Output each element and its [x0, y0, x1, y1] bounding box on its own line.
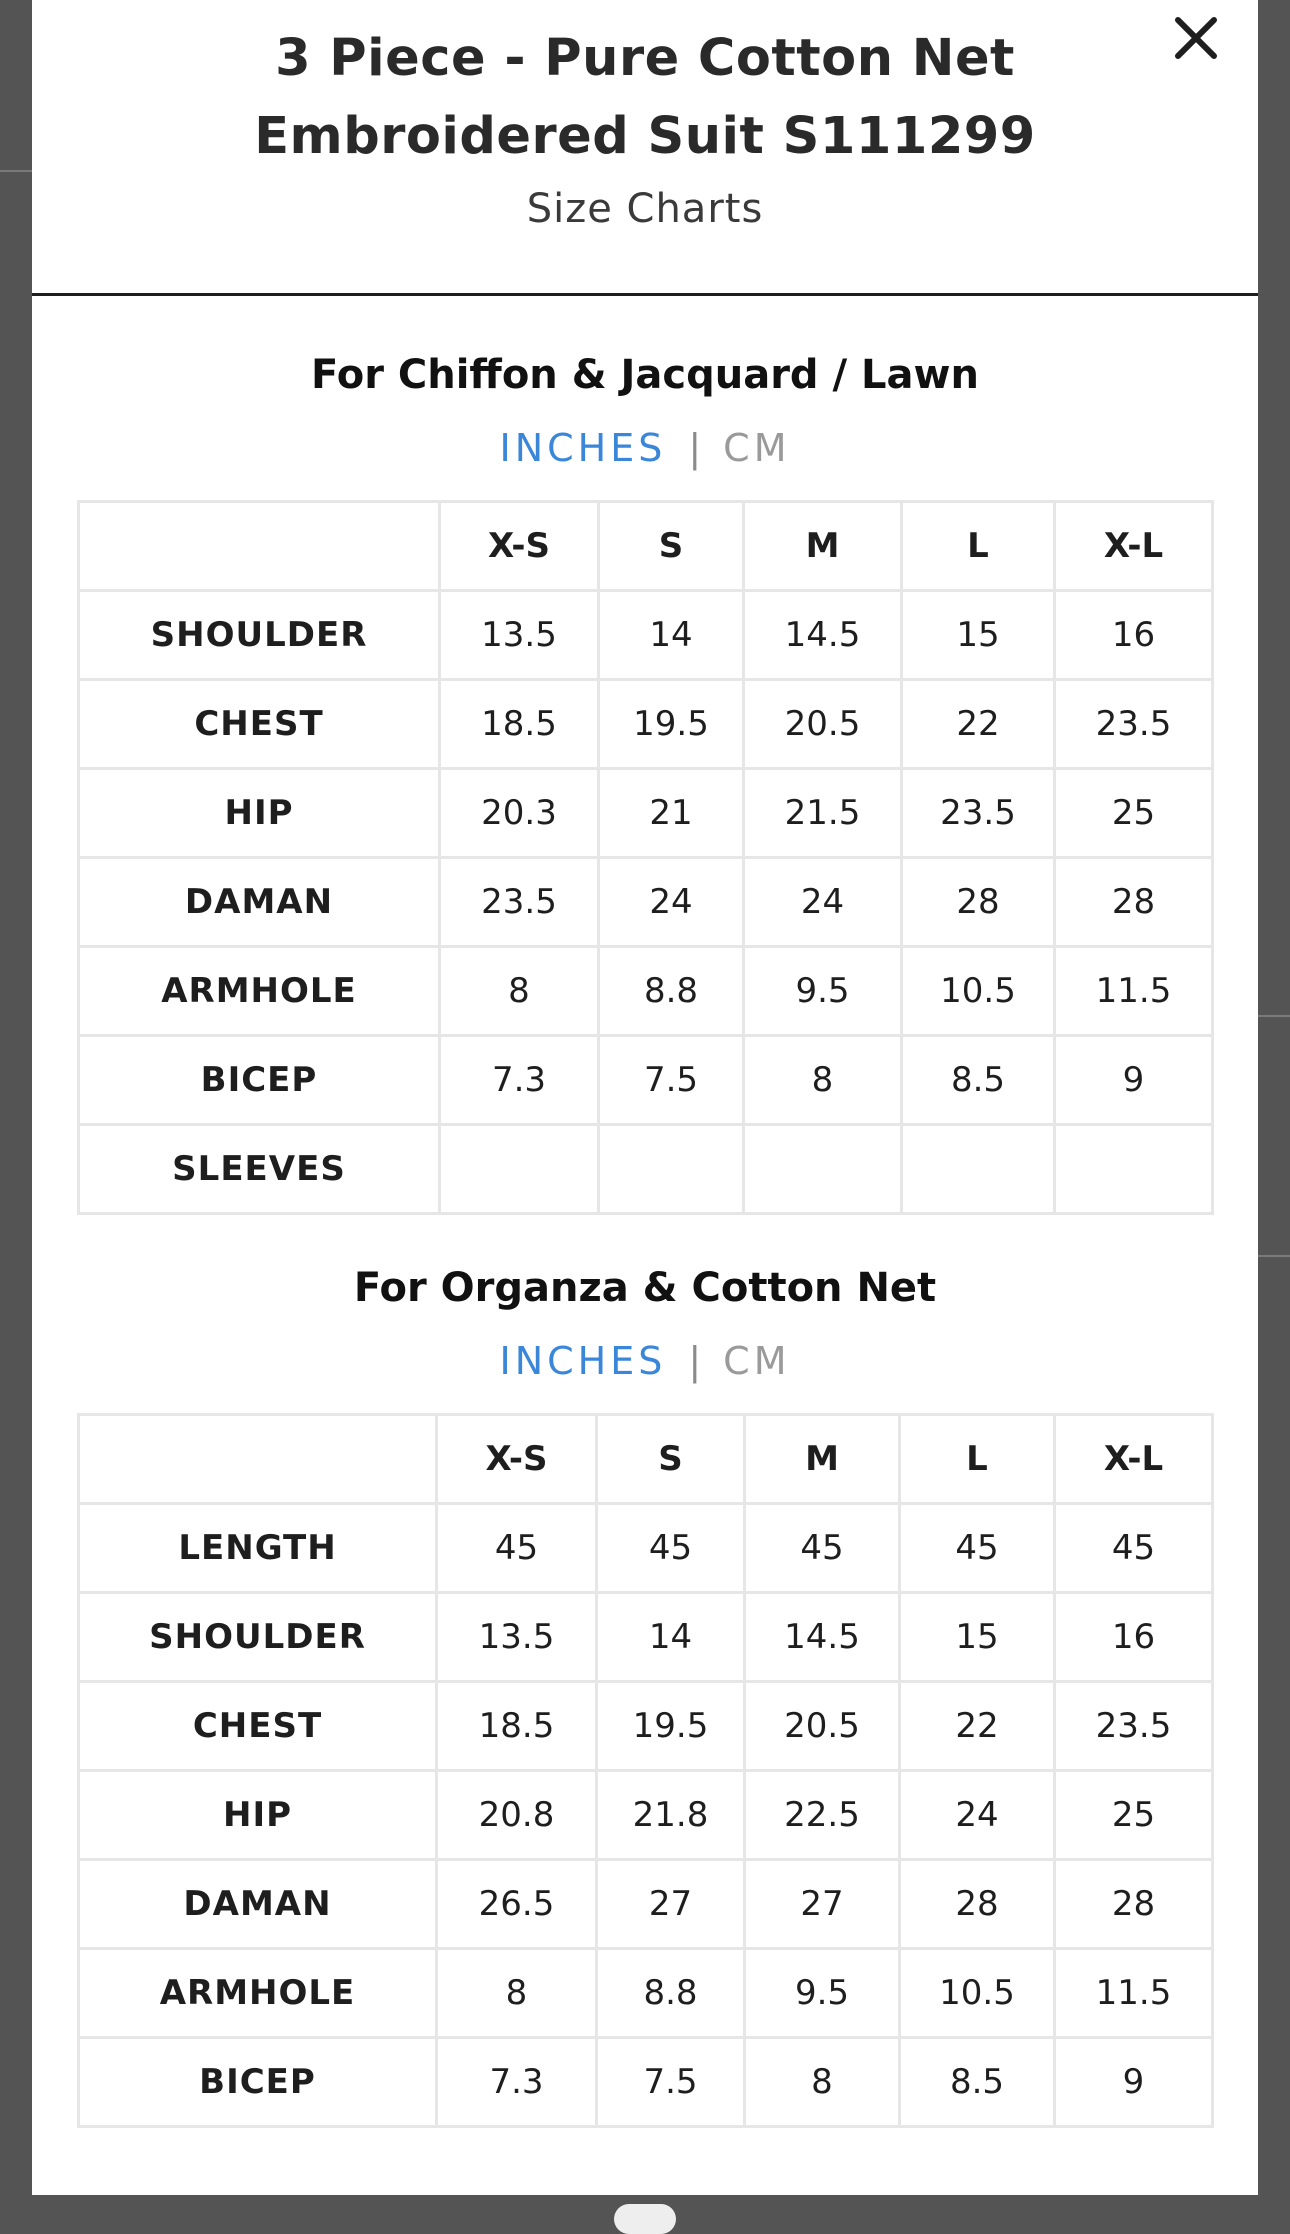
table-cell: 25: [1055, 1771, 1213, 1860]
table-header-row: [79, 502, 1213, 591]
row-label: ARMHOLE: [79, 947, 440, 1036]
table-cell: 7.5: [597, 2038, 745, 2127]
modal-header: [32, 0, 1258, 296]
table-cell: 28: [1055, 858, 1213, 947]
row-label: ARMHOLE: [79, 1949, 437, 2038]
section-title: For Chiffon & Jacquard / Lawn: [311, 352, 979, 398]
header-cell: M: [745, 1415, 900, 1504]
table-cell: 45: [1055, 1504, 1213, 1593]
unit-separator: |: [688, 426, 702, 470]
table-cell: 21: [599, 769, 744, 858]
size-chart-section: [32, 352, 1258, 1215]
table-cell: 23.5: [902, 769, 1055, 858]
backdrop-divider: [1258, 1015, 1290, 1017]
table-row: [79, 769, 1213, 858]
modal-subtitle: Size Charts: [526, 186, 764, 232]
table-cell: 20.5: [744, 680, 902, 769]
header-cell: X-S: [437, 1415, 597, 1504]
header-cell-empty: [79, 502, 440, 591]
table-cell: 23.5: [1055, 680, 1213, 769]
table-cell: 10.5: [902, 947, 1055, 1036]
table-row: [79, 858, 1213, 947]
unit-inches-button[interactable]: INCHES: [499, 1339, 667, 1383]
table-header-row: [79, 1415, 1213, 1504]
row-label: DAMAN: [79, 858, 440, 947]
table-cell: 9: [1055, 2038, 1213, 2127]
table-cell: 22: [902, 680, 1055, 769]
unit-inches-button[interactable]: INCHES: [499, 426, 667, 470]
header-cell: S: [597, 1415, 745, 1504]
table-cell: 13.5: [440, 591, 599, 680]
table-cell: 11.5: [1055, 947, 1213, 1036]
table-cell: 8.5: [902, 1036, 1055, 1125]
table-row: [79, 1504, 1213, 1593]
table-cell: 8.8: [597, 1949, 745, 2038]
unit-cm-button[interactable]: CM: [723, 1339, 791, 1383]
close-icon: [1168, 10, 1224, 66]
row-label: DAMAN: [79, 1860, 437, 1949]
table-cell: 23.5: [1055, 1682, 1213, 1771]
table-cell: 28: [1055, 1860, 1213, 1949]
row-label: SHOULDER: [79, 591, 440, 680]
table-cell: [1055, 1125, 1213, 1214]
table-cell: 27: [745, 1860, 900, 1949]
table-cell: 45: [597, 1504, 745, 1593]
row-label: HIP: [79, 1771, 437, 1860]
table-cell: 45: [900, 1504, 1055, 1593]
table-cell: 7.5: [599, 1036, 744, 1125]
unit-toggle: [32, 1337, 1258, 1385]
size-chart-modal: [32, 0, 1258, 2195]
table-cell: 9.5: [745, 1949, 900, 2038]
unit-cm-button[interactable]: CM: [723, 426, 791, 470]
header-cell: X-S: [440, 502, 599, 591]
table-cell: [902, 1125, 1055, 1214]
table-row: [79, 1593, 1213, 1682]
table-cell: 24: [599, 858, 744, 947]
backdrop-divider: [0, 170, 32, 172]
table-cell: 8: [437, 1949, 597, 2038]
table-cell: 21.5: [744, 769, 902, 858]
table-cell: 9.5: [744, 947, 902, 1036]
table-cell: 15: [902, 591, 1055, 680]
table-cell: 20.3: [440, 769, 599, 858]
unit-toggle: [32, 424, 1258, 472]
row-label: SHOULDER: [79, 1593, 437, 1682]
scroll-handle[interactable]: [614, 2204, 676, 2234]
table-cell: 26.5: [437, 1860, 597, 1949]
table-row: [79, 1036, 1213, 1125]
table-cell: 45: [437, 1504, 597, 1593]
row-label: CHEST: [79, 680, 440, 769]
table-row: [79, 947, 1213, 1036]
header-cell: L: [900, 1415, 1055, 1504]
modal-title: [32, 0, 1258, 176]
row-label: SLEEVES: [79, 1125, 440, 1214]
row-label: BICEP: [79, 2038, 437, 2127]
table-cell: 14.5: [745, 1593, 900, 1682]
size-chart-section: [32, 1265, 1258, 2128]
table-cell: 28: [900, 1860, 1055, 1949]
table-row: [79, 2038, 1213, 2127]
modal-title-line2: Embroidered Suit S111299: [254, 107, 1036, 166]
table-cell: 19.5: [597, 1682, 745, 1771]
table-cell: 22.5: [745, 1771, 900, 1860]
table-cell: 22: [900, 1682, 1055, 1771]
table-cell: 11.5: [1055, 1949, 1213, 2038]
table-row: [79, 1949, 1213, 2038]
table-cell: 45: [745, 1504, 900, 1593]
header-cell-empty: [79, 1415, 437, 1504]
table-cell: 21.8: [597, 1771, 745, 1860]
table-row: [79, 680, 1213, 769]
table-cell: 20.8: [437, 1771, 597, 1860]
table-cell: 27: [597, 1860, 745, 1949]
row-label: HIP: [79, 769, 440, 858]
table-cell: 8.8: [599, 947, 744, 1036]
header-cell: X-L: [1055, 502, 1213, 591]
table-row: [79, 1682, 1213, 1771]
table-cell: 9: [1055, 1036, 1213, 1125]
unit-separator: |: [688, 1339, 702, 1383]
table-cell: 25: [1055, 769, 1213, 858]
table-cell: 18.5: [440, 680, 599, 769]
section-title: For Organza & Cotton Net: [353, 1265, 937, 1311]
table-cell: 7.3: [440, 1036, 599, 1125]
table-cell: 7.3: [437, 2038, 597, 2127]
table-row: [79, 1860, 1213, 1949]
table-cell: 13.5: [437, 1593, 597, 1682]
table-cell: 14.5: [744, 591, 902, 680]
table-cell: 23.5: [440, 858, 599, 947]
table-cell: 8: [744, 1036, 902, 1125]
table-cell: [440, 1125, 599, 1214]
table-row: [79, 1771, 1213, 1860]
table-cell: 15: [900, 1593, 1055, 1682]
table-cell: [744, 1125, 902, 1214]
table-cell: 24: [744, 858, 902, 947]
row-label: BICEP: [79, 1036, 440, 1125]
table-cell: 8: [745, 2038, 900, 2127]
table-cell: 20.5: [745, 1682, 900, 1771]
table-cell: 10.5: [900, 1949, 1055, 2038]
close-button[interactable]: [1168, 10, 1224, 66]
table-cell: [599, 1125, 744, 1214]
size-table: [77, 500, 1214, 1215]
row-label: CHEST: [79, 1682, 437, 1771]
table-cell: 16: [1055, 591, 1213, 680]
row-label: LENGTH: [79, 1504, 437, 1593]
table-cell: 14: [597, 1593, 745, 1682]
modal-title-line1: 3 Piece - Pure Cotton Net: [275, 29, 1015, 88]
table-cell: 19.5: [599, 680, 744, 769]
table-cell: 8: [440, 947, 599, 1036]
size-table: [77, 1413, 1214, 2128]
header-cell: M: [744, 502, 902, 591]
header-cell: L: [902, 502, 1055, 591]
table-cell: 16: [1055, 1593, 1213, 1682]
table-row: [79, 1125, 1213, 1214]
table-cell: 28: [902, 858, 1055, 947]
table-cell: 24: [900, 1771, 1055, 1860]
header-cell: X-L: [1055, 1415, 1213, 1504]
table-row: [79, 591, 1213, 680]
table-cell: 8.5: [900, 2038, 1055, 2127]
header-cell: S: [599, 502, 744, 591]
backdrop-divider: [1258, 1255, 1290, 1257]
table-cell: 18.5: [437, 1682, 597, 1771]
table-cell: 14: [599, 591, 744, 680]
